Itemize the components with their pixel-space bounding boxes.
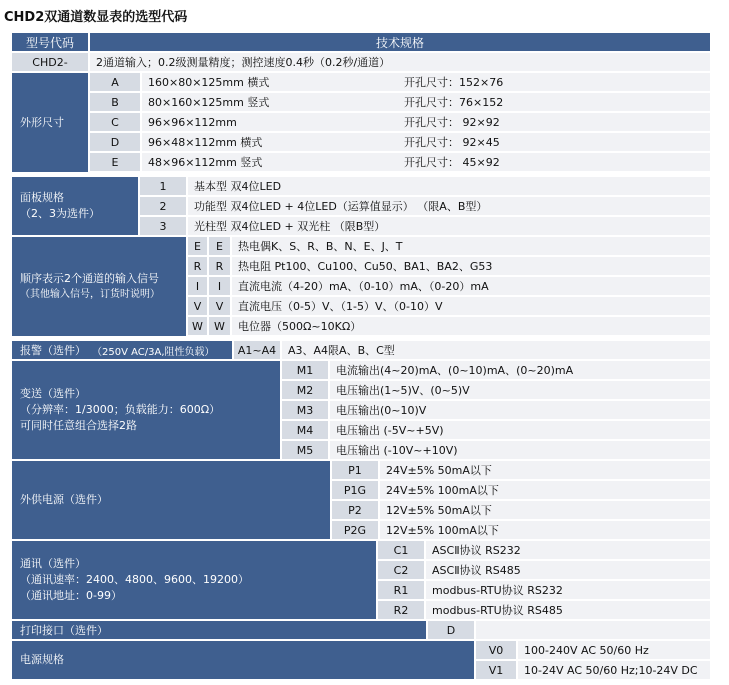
input-code-ch1: R <box>188 257 207 275</box>
size-hole: 开孔尺寸： 45×92 <box>404 156 500 169</box>
size-section-label <box>12 73 88 172</box>
size-hole: 开孔尺寸：76×152 <box>404 96 504 109</box>
transmit-note2: 可同时任意组合选择2路 <box>20 419 137 432</box>
input-code-ch2: I <box>209 277 230 295</box>
input-code-ch1: W <box>188 317 207 335</box>
transmit-desc: 电压输出(0~10)V <box>330 401 710 419</box>
input-code-ch1: V <box>188 297 207 315</box>
power-label: 电源规格 <box>20 653 64 666</box>
base-code: CHD2- <box>12 53 88 71</box>
transmit-desc: 电流输出(4~20)mA、(0~10)mA、(0~20)mA <box>330 361 710 379</box>
transmit-desc: 电压输出(1~5)V、(0~5)V <box>330 381 710 399</box>
input-code-ch2: E <box>209 237 230 255</box>
panel-code-3: 3 <box>140 217 186 235</box>
panel-code-1: 1 <box>140 177 186 195</box>
input-desc: 直流电流（4-20）mA、（0-10）mA、（0-20）mA <box>232 277 710 295</box>
power-out-code: P2G <box>332 521 378 539</box>
comm-desc: ASCⅡ协议 RS485 <box>426 561 710 579</box>
comm-desc: modbus-RTU协议 RS232 <box>426 581 710 599</box>
comm-code: R2 <box>378 601 424 619</box>
comm-section-label <box>12 541 376 619</box>
input-code-ch1: E <box>188 237 207 255</box>
alarm-desc: A3、A4限A、B、C型 <box>282 341 710 359</box>
transmit-code: M3 <box>282 401 328 419</box>
comm-code: R1 <box>378 581 424 599</box>
transmit-desc: 电压输出 (-5V~+5V) <box>330 421 710 439</box>
panel-desc-1: 基本型 双4位LED <box>188 177 710 195</box>
alarm-section-label <box>12 341 232 359</box>
power-out-label: 外供电源（选件） <box>20 493 108 506</box>
size-hole: 开孔尺寸： 92×92 <box>404 116 500 129</box>
comm-note2: （通讯地址：0-99） <box>20 589 122 602</box>
comm-desc: ASCⅡ协议 RS232 <box>426 541 710 559</box>
size-row-d <box>142 133 710 151</box>
size-dims: 48×96×112mm 竖式 <box>148 156 263 169</box>
transmit-section-label <box>12 361 280 459</box>
comm-label: 通讯（选件） <box>20 557 86 570</box>
size-dims: 96×96×112mm <box>148 115 237 129</box>
transmit-label: 变送（选件） <box>20 387 86 400</box>
panel-section-label <box>12 177 138 235</box>
size-dims: 160×80×125mm 横式 <box>148 76 270 89</box>
input-desc: 直流电压（0-5）V、（1-5）V、（0-10）V <box>232 297 710 315</box>
input-desc: 电位器（500Ω~10KΩ） <box>232 317 710 335</box>
transmit-code: M2 <box>282 381 328 399</box>
power-section-label <box>12 641 474 679</box>
input-code-ch2: W <box>209 317 230 335</box>
input-desc: 热电偶K、S、R、B、N、E、J、T <box>232 237 710 255</box>
input-desc: 热电阻 Pt100、Cu100、Cu50、BA1、BA2、G53 <box>232 257 710 275</box>
transmit-note1: （分辨率：1/3000；负载能力：600Ω） <box>20 403 221 416</box>
size-code-c: C <box>90 113 140 131</box>
size-code-a: A <box>90 73 140 91</box>
power-out-code: P1 <box>332 461 378 479</box>
power-out-code: P2 <box>332 501 378 519</box>
size-label: 外形尺寸 <box>20 115 64 129</box>
input-code-ch2: V <box>209 297 230 315</box>
transmit-desc: 电压输出 (-10V~+10V) <box>330 441 710 459</box>
header-model-code: 型号代码 <box>12 33 88 51</box>
power-out-code: P1G <box>332 481 378 499</box>
panel-note: （2、3为选件） <box>20 207 100 220</box>
power-code: V0 <box>476 641 516 659</box>
size-row-a <box>142 73 710 91</box>
print-code: D <box>428 621 474 639</box>
size-hole: 开孔尺寸： 92×45 <box>404 136 500 149</box>
panel-desc-3: 光柱型 双4位LED + 双光柱 （限B型） <box>188 217 710 235</box>
size-hole: 开孔尺寸：152×76 <box>404 76 504 89</box>
input-note: （其他输入信号，订货时说明） <box>20 288 160 300</box>
power-out-desc: 24V±5% 50mA以下 <box>380 461 710 479</box>
transmit-code: M1 <box>282 361 328 379</box>
size-row-c <box>142 113 710 131</box>
size-row-b <box>142 93 710 111</box>
size-code-e: E <box>90 153 140 171</box>
page-title: CHD2双通道数显表的选型代码 <box>4 10 188 25</box>
print-label: 打印接口（选件） <box>20 624 108 637</box>
power-desc: 100-240V AC 50/60 Hz <box>518 641 710 659</box>
size-row-e <box>142 153 710 171</box>
transmit-code: M4 <box>282 421 328 439</box>
power-out-desc: 12V±5% 100mA以下 <box>380 521 710 539</box>
power-desc: 10-24V AC 50/60 Hz;10-24V DC <box>518 661 710 679</box>
input-code-ch1: I <box>188 277 207 295</box>
power-out-desc: 12V±5% 50mA以下 <box>380 501 710 519</box>
size-code-b: B <box>90 93 140 111</box>
panel-code-2: 2 <box>140 197 186 215</box>
input-section-label <box>12 237 186 336</box>
comm-desc: modbus-RTU协议 RS485 <box>426 601 710 619</box>
size-dims: 96×48×112mm 横式 <box>148 136 263 149</box>
input-label: 顺序表示2个通道的输入信号 <box>20 271 159 285</box>
print-desc-empty <box>476 621 710 639</box>
power-out-section-label <box>12 461 330 539</box>
print-section-label <box>12 621 426 639</box>
alarm-note: （250V AC/3A,阻性负载） <box>92 346 215 358</box>
input-code-ch2: R <box>209 257 230 275</box>
power-out-desc: 24V±5% 100mA以下 <box>380 481 710 499</box>
transmit-code: M5 <box>282 441 328 459</box>
size-dims: 80×160×125mm 竖式 <box>148 96 270 109</box>
size-code-d: D <box>90 133 140 151</box>
panel-label: 面板规格 <box>20 191 64 204</box>
alarm-code: A1~A4 <box>234 341 280 359</box>
comm-note1: （通讯速率：2400、4800、9600、19200） <box>20 573 249 586</box>
panel-desc-2: 功能型 双4位LED + 4位LED（运算值显示） （限A、B型） <box>188 197 710 215</box>
alarm-label: 报警（选件） <box>20 344 86 357</box>
comm-code: C2 <box>378 561 424 579</box>
comm-code: C1 <box>378 541 424 559</box>
header-spec: 技术规格 <box>90 33 710 51</box>
power-code: V1 <box>476 661 516 679</box>
base-desc: 2通道输入；0.2级测量精度；测控速度0.4秒（0.2秒/通道） <box>90 53 710 71</box>
